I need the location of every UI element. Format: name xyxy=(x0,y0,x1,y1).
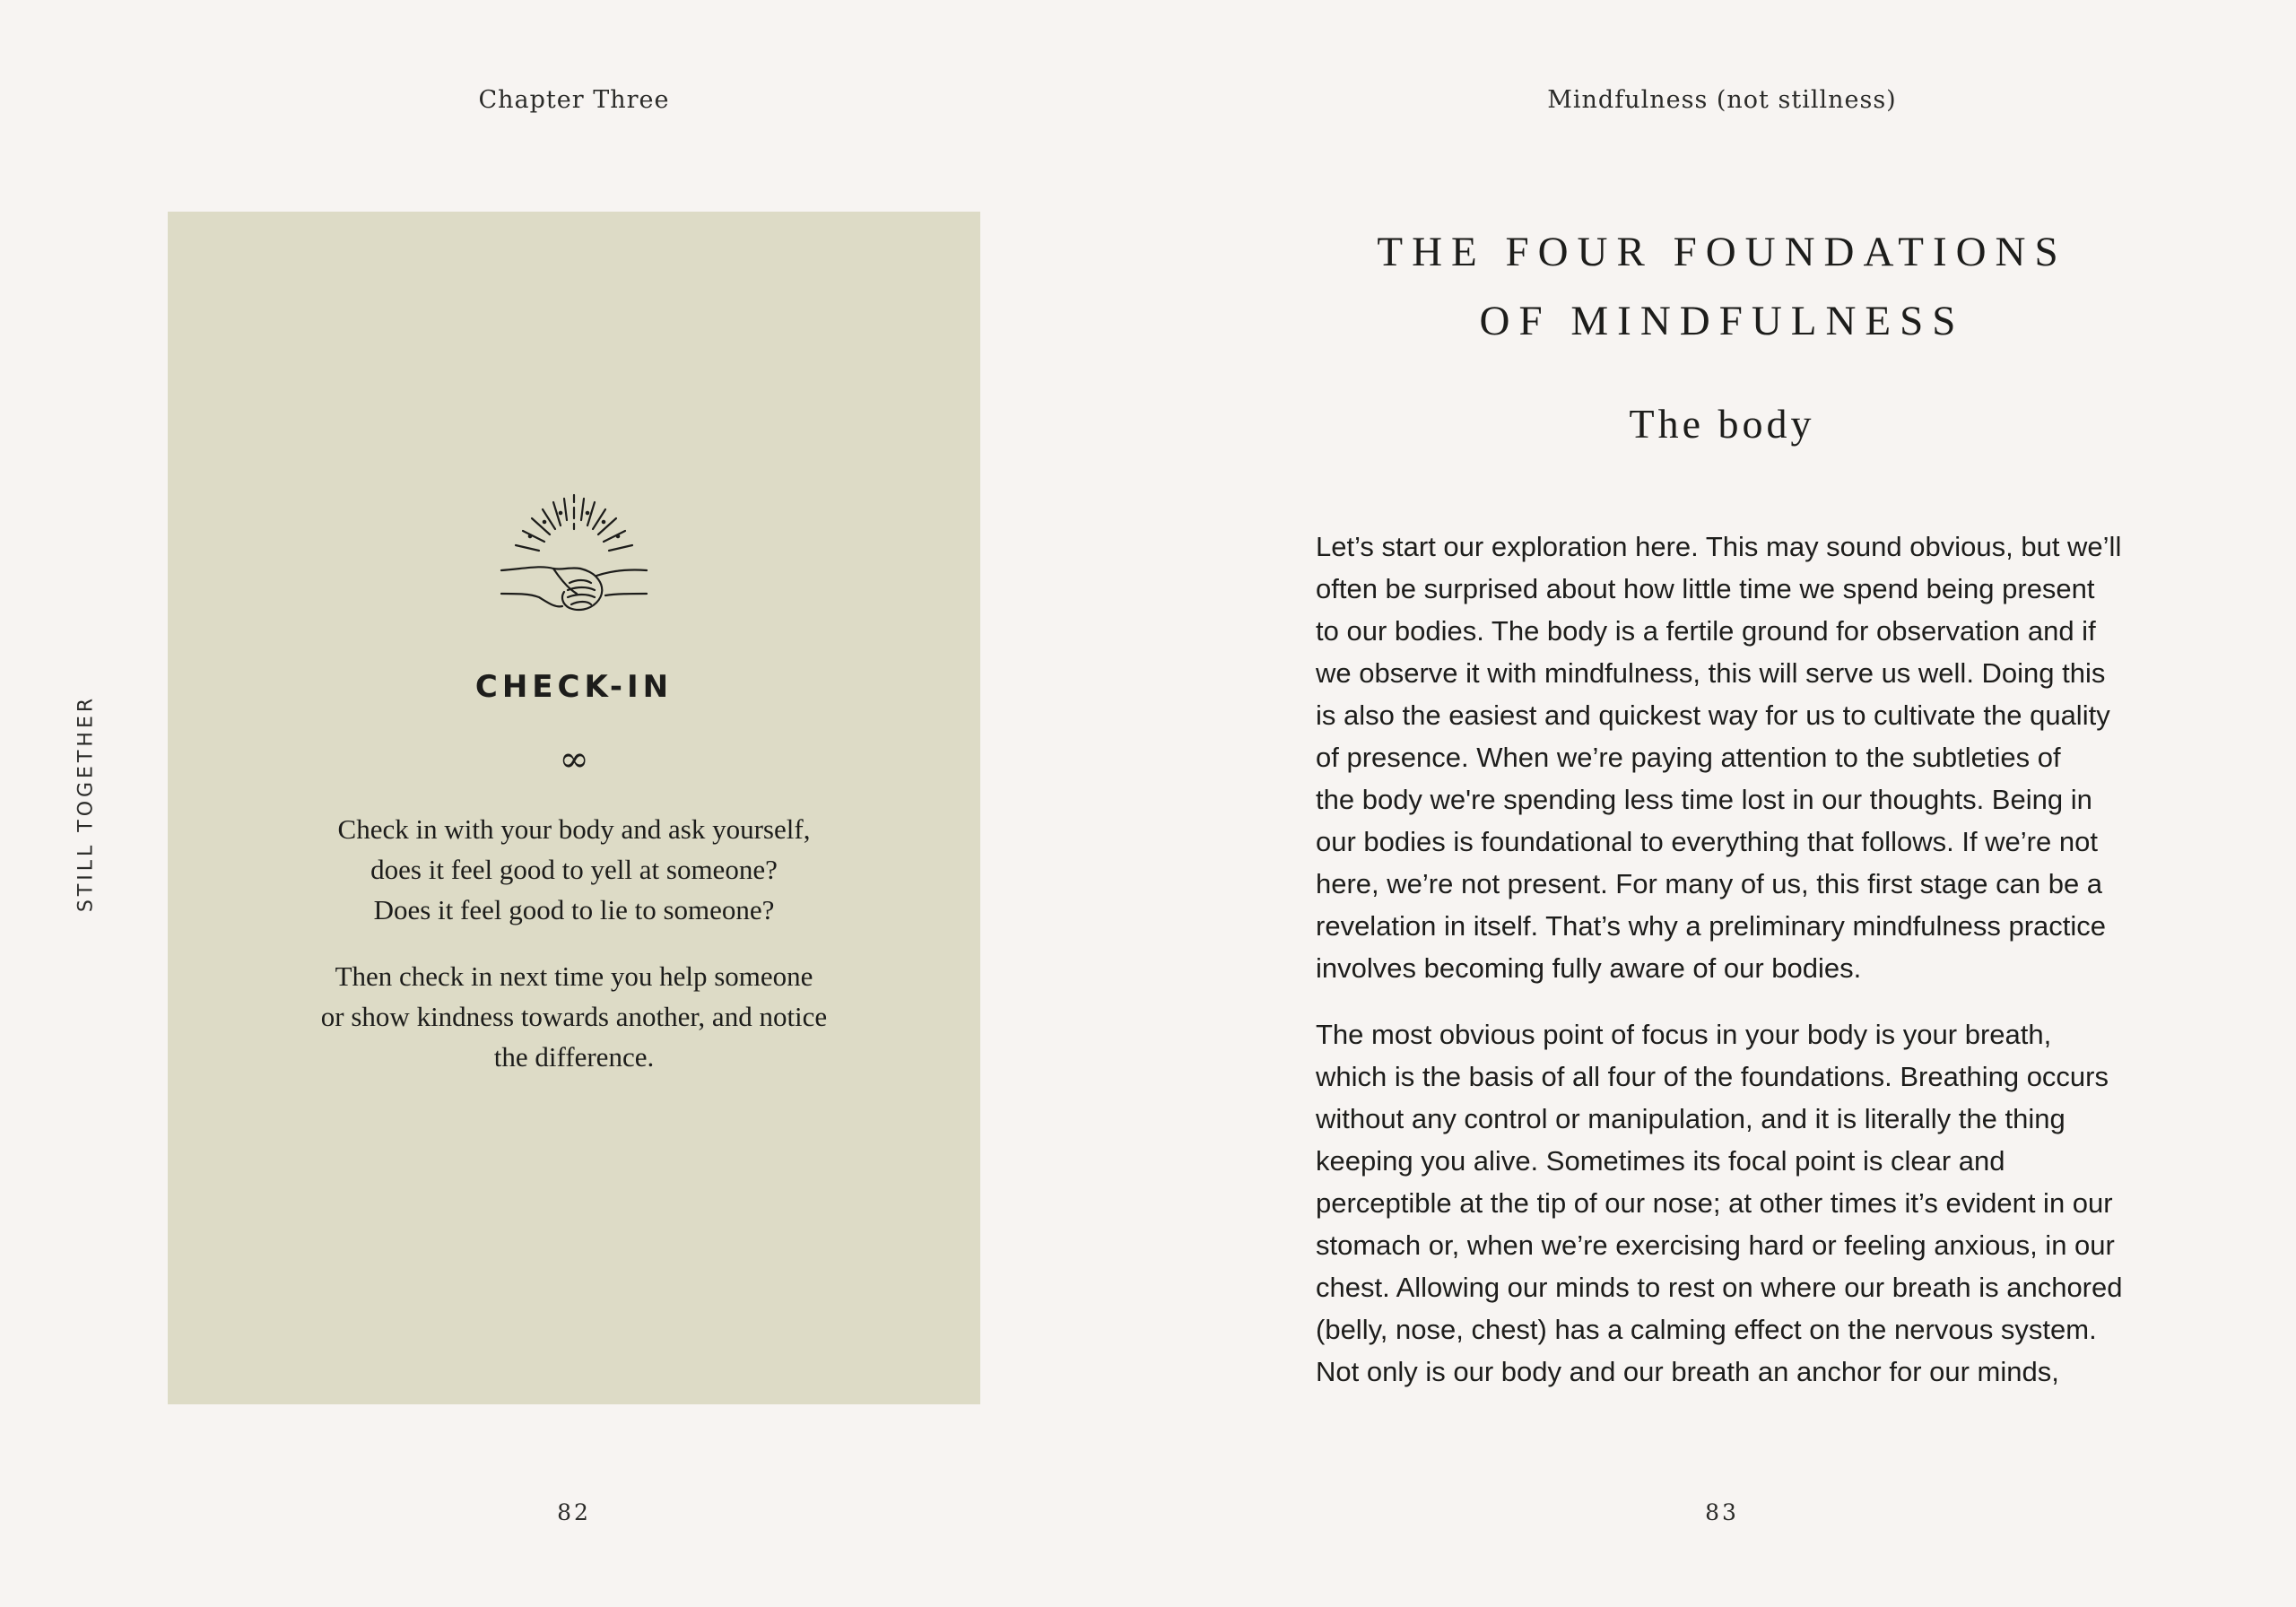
running-head-left: Chapter Three xyxy=(478,86,670,114)
checkin-paragraph-1 xyxy=(222,809,926,930)
section-title-line-2: OF MINDFULNESS xyxy=(1479,298,1965,344)
side-label: STILL TOGETHER xyxy=(74,694,98,913)
body-paragraph-2: The most obvious point of focus in your body is your breath, which is the basis of all four of the foundations. Breathing occurs without any control or manipulation, and it is literally the thing keeping you alive. Sometimes its focal point is clear and perceptible at the tip of our nose; at other times it’s evident in our stomach or, when we’re exercising hard or feeling anxious, in our chest. Allowing our minds to rest on where our breath is anchored (belly, nose, chest) has a calming effect on the nervous system. Not only is our body and our breath an anchor for our minds, xyxy=(1316,1019,2123,1387)
page-number-left: 82 xyxy=(557,1499,591,1525)
checkin-paragraph-2-text: Then check in next time you help someone or show kindness towards another, and notice the difference. xyxy=(320,960,828,1073)
checkin-box xyxy=(168,212,980,1404)
checkin-title: CHECK-IN xyxy=(474,669,674,705)
body-paragraph-1: Let’s start our exploration here. This may sound obvious, but we’ll often be surprised about how little time we spend being present to our bodies. The body is a fertile ground for observation and if we observe it with mindfulness, this will serve us well. Doing this is also the easiest and quickest way for us to cultivate the quality of presence. When we’re paying attention to the subtleties of the body we're spending less time lost in our thoughts. Being in our bodies is foundational to everything that follows. If we’re not here, we’re not present. For many of us, this first stage can be a revelation in itself. That’s why a preliminary mindfulness practice involves becoming fully aware of our bodies. xyxy=(1316,531,2122,984)
running-head-right: Mindfulness (not stillness) xyxy=(1547,86,1897,114)
section-subtitle: The body xyxy=(1629,401,1815,447)
checkin-paragraph-1-text: Check in with your body and ask yourself, does it feel good to yell at someone? Does it feel good to lie to someone? xyxy=(337,813,811,925)
section-title-line-1: THE FOUR FOUNDATIONS xyxy=(1377,229,2067,275)
infinity-icon: ∞ xyxy=(559,739,589,780)
page-number-right: 83 xyxy=(1705,1499,1739,1525)
handshake-icon xyxy=(498,493,650,628)
checkin-paragraph-2 xyxy=(222,956,926,1077)
